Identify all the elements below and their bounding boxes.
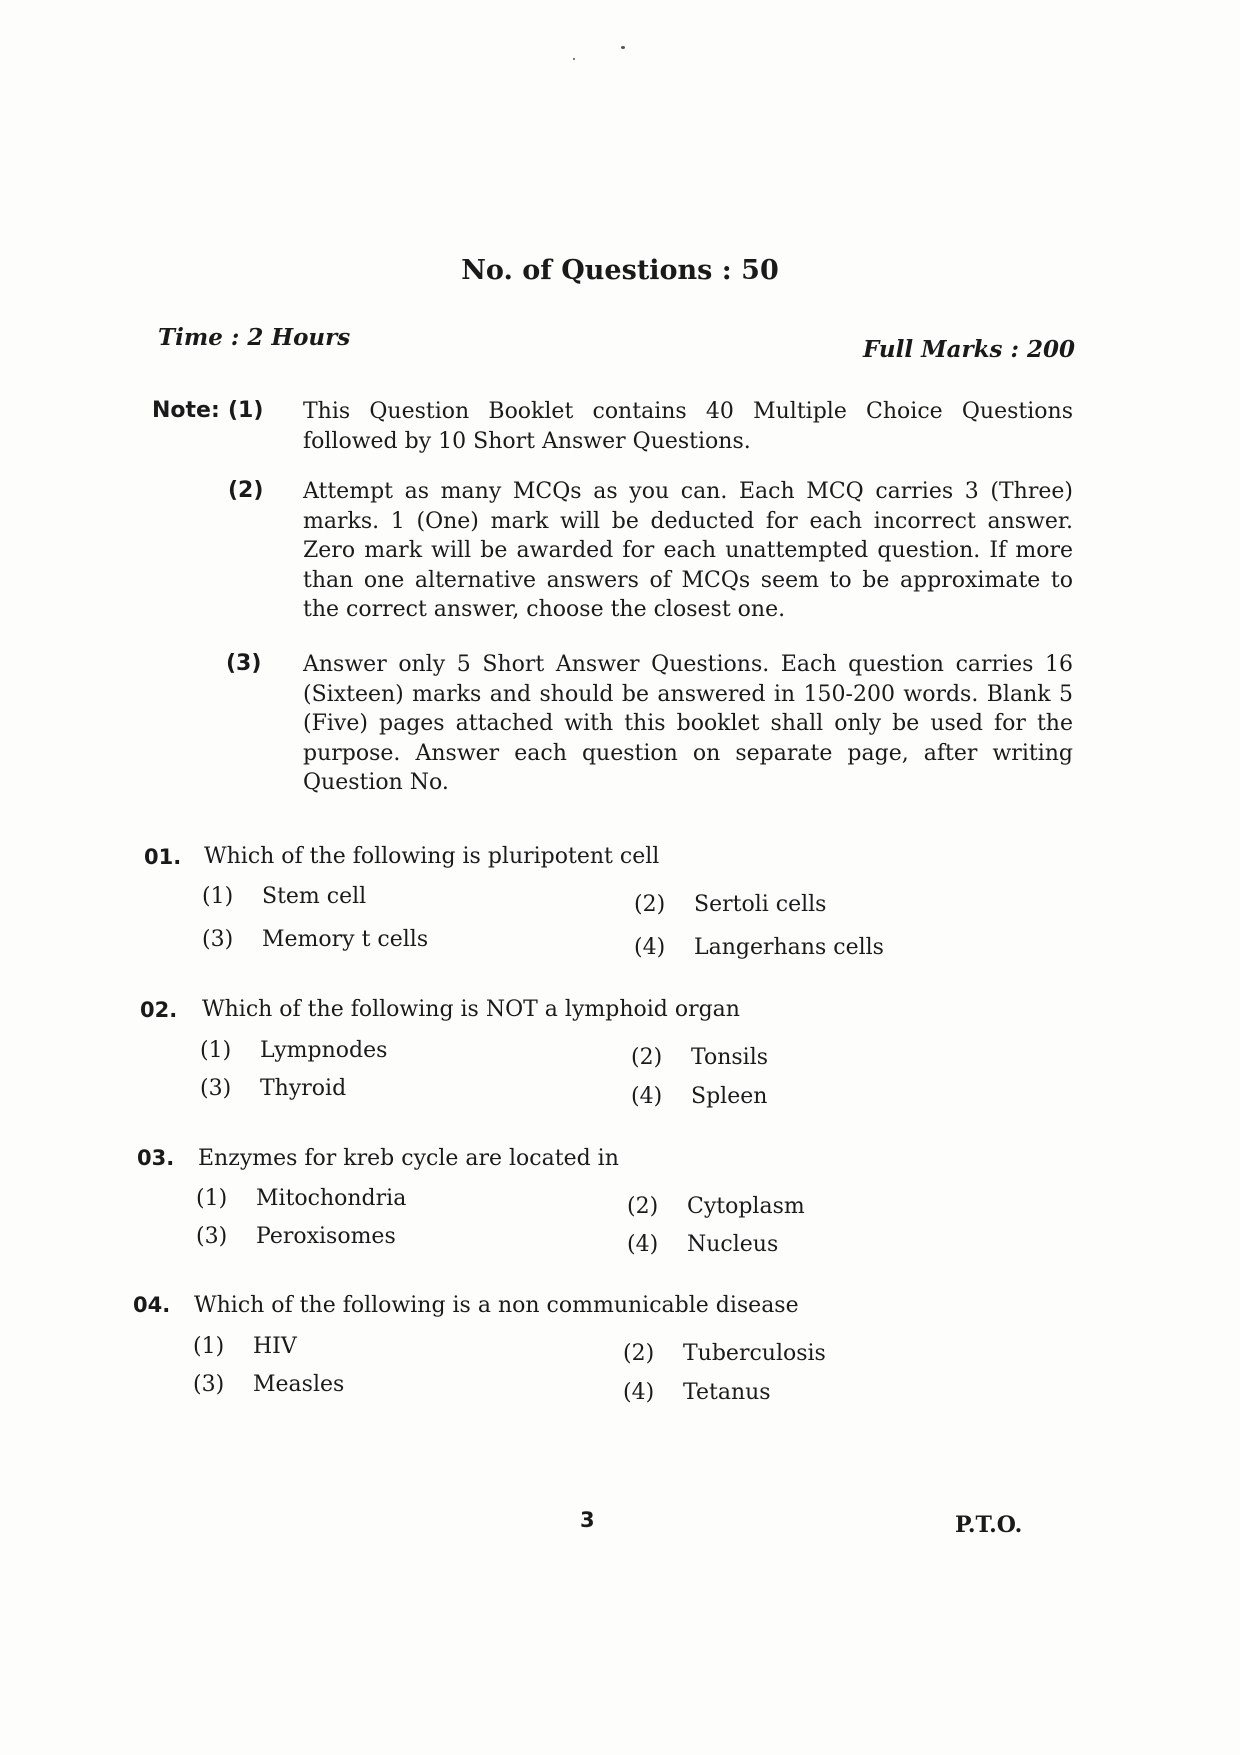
- scan-speck: [621, 46, 625, 49]
- question-number: 03.: [137, 1146, 175, 1170]
- option-item: [631, 1084, 767, 1109]
- option-item: [627, 1232, 778, 1257]
- option-text: Tonsils: [691, 1045, 769, 1070]
- option-item: [200, 1038, 387, 1063]
- option-text: Peroxisomes: [256, 1224, 396, 1249]
- option-text: Sertoli cells: [694, 892, 827, 917]
- note-number: (2): [228, 478, 264, 503]
- option-text: Lympnodes: [260, 1038, 388, 1063]
- page-title: No. of Questions : 50: [461, 255, 779, 286]
- option-number: (3): [202, 927, 234, 952]
- option-item: [193, 1334, 297, 1359]
- option-text: Langerhans cells: [694, 935, 884, 960]
- option-item: [627, 1194, 805, 1219]
- option-item: [623, 1341, 826, 1366]
- question-number: 02.: [140, 998, 178, 1022]
- option-number: (3): [193, 1372, 225, 1397]
- question-number: 04.: [133, 1293, 171, 1317]
- question-text: Which of the following is a non communicable disease: [194, 1293, 799, 1318]
- full-marks: Full Marks : 200: [862, 336, 1075, 363]
- option-item: [200, 1076, 346, 1101]
- option-text: Spleen: [691, 1084, 768, 1109]
- option-number: (2): [634, 892, 666, 917]
- option-item: [196, 1224, 396, 1249]
- option-item: [631, 1045, 768, 1070]
- option-text: HIV: [253, 1334, 297, 1359]
- option-text: Stem cell: [262, 884, 367, 909]
- option-number: (2): [627, 1194, 659, 1219]
- option-text: Cytoplasm: [687, 1194, 805, 1219]
- option-number: (2): [631, 1045, 663, 1070]
- option-item: [634, 935, 884, 960]
- option-number: (4): [634, 935, 666, 960]
- option-number: (2): [623, 1341, 655, 1366]
- option-item: [193, 1372, 344, 1397]
- option-number: (3): [196, 1224, 228, 1249]
- note-text: This Question Booklet contains 40 Multiple Choice Questions followed by 10 Short Answer Questions.: [303, 399, 1073, 454]
- option-text: Nucleus: [687, 1232, 779, 1257]
- option-number: (3): [200, 1076, 232, 1101]
- option-number: (1): [196, 1186, 228, 1211]
- scan-speck: [573, 58, 575, 60]
- option-item: [196, 1186, 406, 1211]
- option-item: [202, 884, 366, 909]
- note-label: Note:: [152, 398, 220, 423]
- option-text: Tuberculosis: [683, 1341, 826, 1366]
- option-item: [634, 892, 826, 917]
- option-number: (1): [193, 1334, 225, 1359]
- option-number: (1): [200, 1038, 232, 1063]
- option-text: Memory t cells: [262, 927, 429, 952]
- option-item: [202, 927, 428, 952]
- question-text: Which of the following is pluripotent cell: [204, 844, 660, 869]
- note-text: Attempt as many MCQs as you can. Each MCQ carries 3 (Three) marks. 1 (One) mark will be deducted for each incorrect answer. Zero mark will be awarded for each unattempted question. If more than one alternative answers of MCQs seem to be approximate to the correct answer, choose the closest one.: [303, 479, 1073, 622]
- option-number: (1): [202, 884, 234, 909]
- option-number: (4): [631, 1084, 663, 1109]
- time-allowed: Time : 2 Hours: [158, 324, 351, 351]
- question-text: Enzymes for kreb cycle are located in: [198, 1146, 619, 1171]
- option-number: (4): [623, 1380, 655, 1405]
- note-number: (1): [228, 398, 264, 423]
- note-text: Answer only 5 Short Answer Questions. Each question carries 16 (Sixteen) marks and should be answered in 150-200 words. Blank 5 (Five) pages attached with this booklet shall only be used for the purpose. Answer each question on separate page, after writing Question No.: [303, 652, 1073, 795]
- option-item: [623, 1380, 771, 1405]
- option-text: Thyroid: [260, 1076, 347, 1101]
- option-text: Measles: [253, 1372, 345, 1397]
- note-number: (3): [226, 651, 262, 676]
- question-text: Which of the following is NOT a lymphoid organ: [202, 997, 740, 1022]
- question-number: 01.: [144, 845, 182, 869]
- option-text: Tetanus: [683, 1380, 771, 1405]
- page-number: 3: [580, 1508, 595, 1532]
- option-text: Mitochondria: [256, 1186, 407, 1211]
- option-number: (4): [627, 1232, 659, 1257]
- pto-label: P.T.O.: [955, 1512, 1023, 1538]
